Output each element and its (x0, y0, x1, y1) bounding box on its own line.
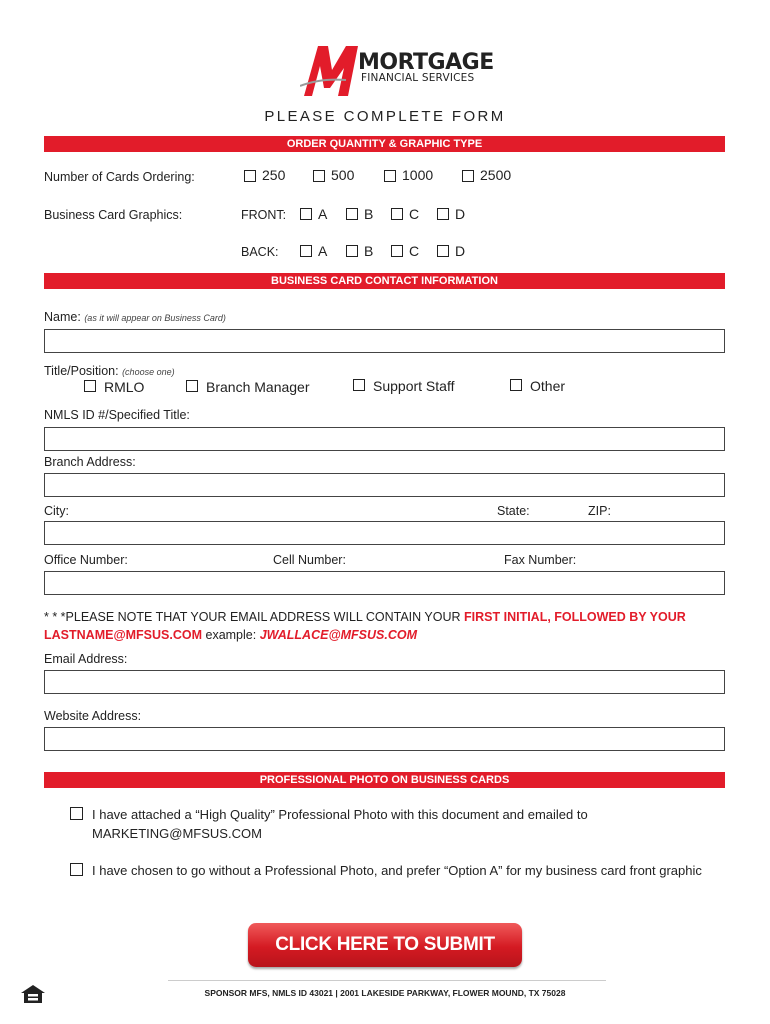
checkbox-front-c[interactable] (391, 208, 403, 220)
city-state-zip-input[interactable] (44, 521, 725, 545)
support-staff-label: Support Staff (373, 378, 455, 394)
checkbox-other[interactable] (510, 379, 522, 391)
checkbox-back-d[interactable] (437, 245, 449, 257)
name-input[interactable] (44, 329, 725, 353)
back-b-label: B (364, 243, 374, 259)
no-photo-label: I have chosen to go without a Professional Photo, and prefer “Option A” for my business card front graphic (92, 863, 702, 878)
section-header-photo: PROFESSIONAL PHOTO ON BUSINESS CARDS (44, 772, 725, 788)
email-note-highlight: FIRST INITIAL, FOLLOWED BY YOUR LASTNAME@MFSUS.COM (44, 610, 686, 642)
checkbox-rmlo[interactable] (84, 380, 96, 392)
front-label: FRONT: (241, 208, 287, 222)
name-label (44, 310, 226, 324)
graphics-label: Business Card Graphics: (44, 208, 183, 222)
option-2500-label: 2500 (480, 167, 512, 183)
option-500-label: 500 (331, 167, 355, 183)
mortgage-logo-icon (300, 42, 362, 98)
phone-numbers-input[interactable] (44, 571, 725, 595)
name-label-text: Name: (44, 310, 81, 324)
website-input[interactable] (44, 727, 725, 751)
checkbox-2500[interactable] (462, 170, 474, 182)
office-number-label: Office Number: (44, 553, 128, 567)
checkbox-back-b[interactable] (346, 245, 358, 257)
front-d-label: D (455, 206, 466, 222)
option-1000-label: 1000 (402, 167, 434, 183)
checkbox-1000[interactable] (384, 170, 396, 182)
form-title: PLEASE COMPLETE FORM (264, 108, 506, 125)
city-label: City: (44, 504, 69, 518)
email-note-example-label: example: (202, 628, 260, 642)
checkbox-back-a[interactable] (300, 245, 312, 257)
title-label (44, 364, 175, 378)
other-label: Other (530, 378, 566, 394)
branch-address-label: Branch Address: (44, 455, 136, 469)
photo-attached-label: I have attached a “High Quality” Professional Photo with this document and emailed to MARKETING@MFSUS.COM (92, 807, 588, 841)
nmls-input[interactable] (44, 427, 725, 451)
checkbox-support-staff[interactable] (353, 379, 365, 391)
footer-divider (168, 980, 606, 981)
front-b-label: B (364, 206, 374, 222)
front-a-label: A (318, 206, 328, 222)
nmls-label: NMLS ID #/Specified Title: (44, 408, 190, 422)
email-label: Email Address: (44, 652, 128, 666)
front-c-label: C (409, 206, 420, 222)
email-note-example: JWALLACE@MFSUS.COM (259, 628, 418, 642)
back-a-label: A (318, 243, 328, 259)
branch-manager-label: Branch Manager (206, 379, 310, 395)
cards-label: Number of Cards Ordering: (44, 170, 195, 184)
email-note (44, 608, 734, 644)
title-label-text: Title/Position: (44, 364, 119, 378)
email-input[interactable] (44, 670, 725, 694)
email-note-text: * * *PLEASE NOTE THAT YOUR EMAIL ADDRESS WILL CONTAIN YOUR (44, 610, 465, 624)
brand-title: MORTGAGE (358, 50, 494, 75)
section-header-contact: BUSINESS CARD CONTACT INFORMATION (44, 273, 725, 289)
checkbox-front-b[interactable] (346, 208, 358, 220)
checkbox-250[interactable] (244, 170, 256, 182)
cell-number-label: Cell Number: (273, 553, 346, 567)
state-label: State: (497, 504, 530, 518)
footer-text: SPONSOR MFS, NMLS ID 43021 | 2001 LAKESIDE PARKWAY, FLOWER MOUND, TX 75028 (204, 988, 566, 998)
zip-label: ZIP: (588, 504, 611, 518)
brand-subtitle: FINANCIAL SERVICES (361, 72, 475, 84)
branch-address-input[interactable] (44, 473, 725, 497)
fax-number-label: Fax Number: (504, 553, 577, 567)
checkbox-500[interactable] (313, 170, 325, 182)
name-hint: (as it will appear on Business Card) (84, 313, 226, 323)
checkbox-branch-manager[interactable] (186, 380, 198, 392)
checkbox-front-d[interactable] (437, 208, 449, 220)
back-c-label: C (409, 243, 420, 259)
website-label: Website Address: (44, 709, 142, 723)
title-hint: (choose one) (122, 367, 175, 377)
rmlo-label: RMLO (104, 379, 145, 395)
checkbox-back-c[interactable] (391, 245, 403, 257)
option-250-label: 250 (262, 167, 286, 183)
checkbox-no-photo[interactable] (70, 863, 83, 876)
checkbox-photo-attached[interactable] (70, 807, 83, 820)
back-d-label: D (455, 243, 466, 259)
section-header-order: ORDER QUANTITY & GRAPHIC TYPE (44, 136, 725, 152)
back-label: BACK: (241, 245, 279, 259)
submit-button[interactable]: CLICK HERE TO SUBMIT (248, 923, 522, 967)
checkbox-front-a[interactable] (300, 208, 312, 220)
